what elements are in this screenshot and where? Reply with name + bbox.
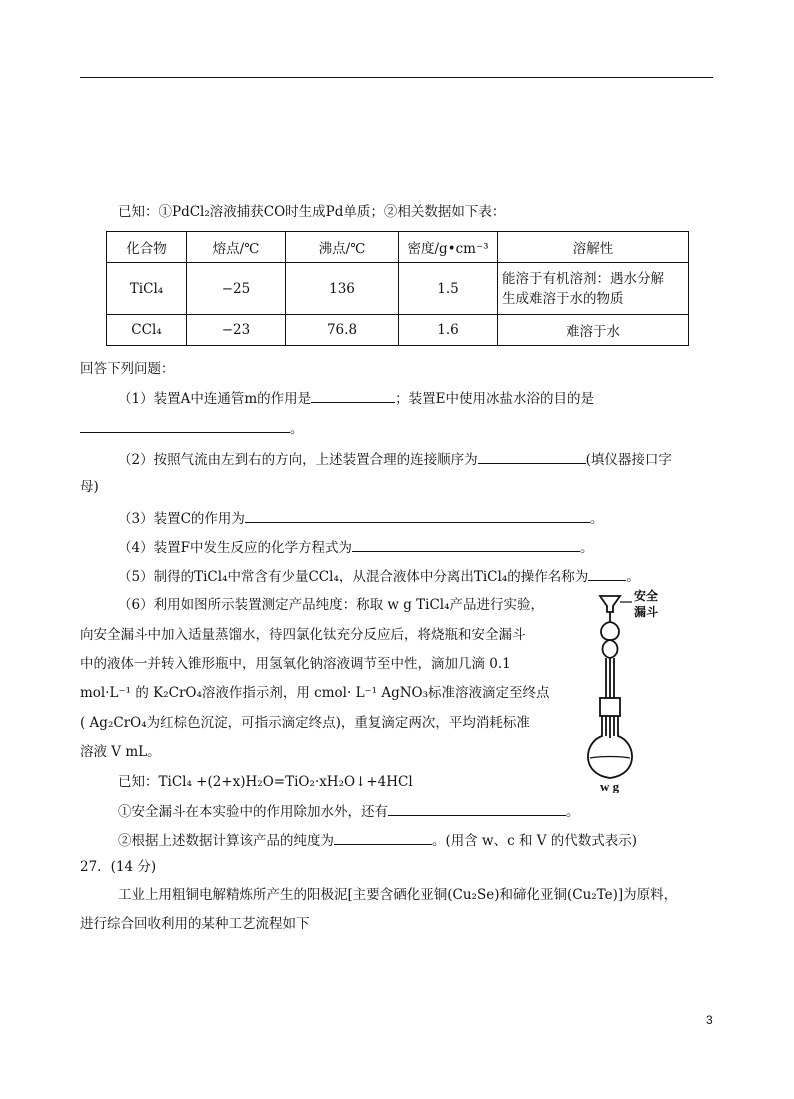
cell-boiling-point: 76.8 [286,315,399,346]
solubility-line-1: 能溶于有机溶剂：遇水分解 [502,270,664,287]
cell-compound: CCl₄ [107,315,187,346]
question-6-line-5: ( Ag₂CrO₄为红棕色沉淀，可指示滴定终点)，重复滴定两次，平均消耗标准 [80,715,530,731]
question-1 [118,388,594,408]
q4-end: 。 [579,540,594,556]
q6-sub1-text: ①安全漏斗在本实验中的作用除加水外，还有 [118,804,388,820]
answer-prompt: 回答下列问题： [80,361,175,377]
q2-part-a: （2）按照气流由左到右的方向，上述装置合理的连接顺序为 [118,452,478,468]
table-row [107,315,689,346]
question-6-line-3: 中的液体一并转入锥形瓶中，用氢氧化钠溶液调节至中性，滴加几滴 0.1 [80,656,511,672]
table-row [107,263,689,315]
cell-solubility: 难溶于水 [498,315,689,346]
question-6-line-4: mol·L⁻¹ 的 K₂CrO₄溶液作指示剂，用 cmol· L⁻¹ AgNO₃标准溶液滴定至终点 [80,685,550,701]
q4-text: （4）装置F中发生反应的化学方程式为 [118,540,352,556]
q2-part-b: (填仪器接口字 [585,452,672,468]
header-compound: 化合物 [107,232,187,263]
q6-sub1-end: 。 [566,804,580,820]
header-boiling-point: 沸点/℃ [286,232,399,263]
solubility-line-2: 生成难溶于水的物质 [502,290,624,307]
q6-sub2-text: ②根据上述数据计算该产品的纯度为 [118,833,334,849]
page-number: 3 [706,1013,713,1027]
answer-blank[interactable] [245,508,590,523]
cell-solubility [498,263,689,315]
question-6-line-2: 向安全漏斗中加入适量蒸馏水，待四氯化钛充分反应后，将烧瓶和安全漏斗 [80,627,526,643]
question-4 [118,537,593,557]
question-2 [118,449,672,469]
header-density: 密度/g•cm⁻³ [399,232,498,263]
answer-blank[interactable] [334,830,432,845]
question-6-line-1: （6）利用如图所示装置测定产品纯度：称取 w g TiCl₄产品进行实验， [118,597,545,613]
table-header-row [107,232,689,263]
mass-label: w g [600,779,620,793]
question-6-sub-1 [118,801,580,821]
question-6-known: 已知：TiCl₄ +(2+x)H₂O=TiO₂·xH₂O↓+4HCl [118,774,413,790]
q1-end: 。 [290,421,304,437]
q6-sub2-end: 。(用含 w、c 和 V 的代数式表示) [432,833,638,849]
answer-blank[interactable] [352,537,580,552]
cell-boiling-point: 136 [286,263,399,315]
cell-melting-point: −23 [187,315,286,346]
apparatus-figure [570,588,680,793]
answer-blank[interactable] [588,566,626,581]
q1-part-a: （1）装置A中连通管m的作用是 [118,391,312,407]
q1-part-b: ；装置E中使用冰盐水浴的目的是 [395,391,594,407]
answer-blank[interactable] [478,449,586,464]
q5-end: 。 [626,569,640,585]
data-table [106,231,689,346]
q3-text: （3）装置C的作用为 [118,511,245,527]
header-melting-point: 熔点/℃ [187,232,286,263]
q5-text: （5）制得的TiCl₄中常含有少量CCl₄，从混合液体中分离出TiCl₄的操作名称为 [118,569,589,585]
question-6-sub-2 [118,830,637,850]
funnel-label-line-1: 安全 [634,589,659,603]
answer-blank[interactable] [311,388,395,403]
funnel-label-line-2: 漏斗 [634,605,659,619]
known-intro: 已知：①PdCl₂溶液捕获CO时生成Pd单质；②相关数据如下表： [118,204,506,220]
question-3 [118,508,603,528]
question-5 [118,566,640,586]
question-2-continued: 母) [80,479,99,495]
question-1-continued [80,418,304,438]
cell-melting-point: −25 [187,263,286,315]
question-6-line-6: 溶液 V mL。 [80,744,161,760]
cell-compound: TiCl₄ [107,263,187,315]
cell-density: 1.6 [399,315,498,346]
question-27-line-1: 工业上用粗铜电解精炼所产生的阳极泥[主要含硒化亚铜(Cu₂Se)和碲化亚铜(Cu₂Te)]为原料， [118,887,678,903]
answer-blank[interactable] [80,418,290,433]
header-rule [80,77,713,78]
q3-end: 。 [589,511,604,527]
question-27-line-2: 进行综合回收利用的某种工艺流程如下 [80,916,310,932]
header-solubility: 溶解性 [498,232,689,263]
cell-density: 1.5 [399,263,498,315]
answer-blank[interactable] [388,801,566,816]
question-27-header: 27．(14 分) [80,859,157,875]
